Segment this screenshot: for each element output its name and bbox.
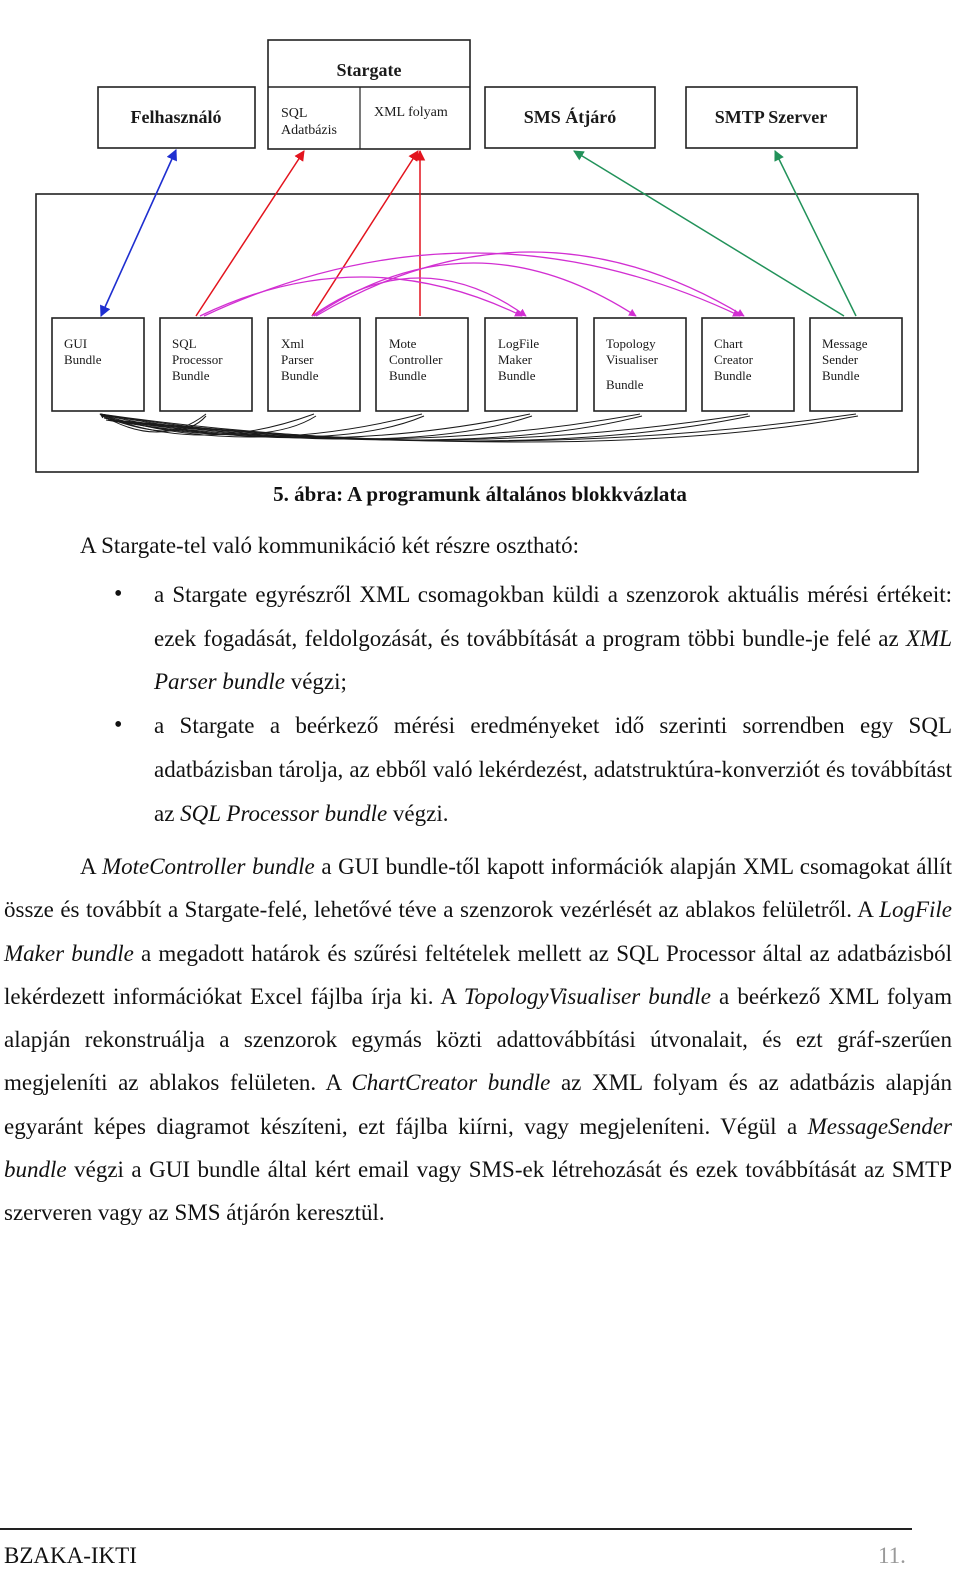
bundle-line1: Mote	[389, 336, 417, 351]
bundle-line1: GUI	[64, 336, 88, 351]
bundle-line2: Controller	[389, 352, 443, 367]
green-arrow-sms	[574, 151, 844, 316]
xml-parser-bundle-box	[268, 318, 360, 411]
footer-rule	[0, 1528, 912, 1530]
bundle-line1: Message	[822, 336, 868, 351]
red-arrow-sql	[196, 151, 304, 316]
sql-processor-bundle-box	[160, 318, 252, 411]
green-arrow-smtp	[775, 151, 856, 316]
bundle-line3: Bundle	[714, 368, 752, 383]
intro-sentence: A Stargate-tel való kommunikáció két részre osztható:	[80, 533, 580, 558]
sms-atjaro-label: SMS Átjáró	[523, 107, 617, 127]
bundle-line2: Sender	[822, 352, 859, 367]
bullet-list	[0, 573, 960, 835]
page-number: 11.	[878, 1543, 906, 1568]
footer-label: BZAKA-IKTI	[4, 1543, 137, 1568]
block-diagram	[0, 0, 960, 480]
message-sender-bundle-box	[810, 318, 902, 411]
bundle-line3: Bundle	[498, 368, 536, 383]
bundle-line3: Bundle	[606, 377, 644, 392]
stargate-title: Stargate	[336, 60, 402, 80]
figure-caption: 5. ábra: A programunk általános blokkvázlata	[273, 482, 687, 506]
magenta-arcs	[200, 252, 744, 316]
bullet-item-xml-parser: • a Stargate egyrészről XML csomagokban küldi a szenzorok aktuális mérési értékeit: ezek fogadását, feldolgozását, és továbbítását a program többi bundle-je felé az XML Parser bundle végzi;	[0, 573, 960, 704]
bundle-line1: Topology	[606, 336, 656, 351]
bundle-line3: Bundle	[281, 368, 319, 383]
bundle-line2: Bundle	[64, 352, 102, 367]
felhasznalo-box	[98, 87, 255, 148]
bullet-item-sql-processor: • a Stargate a beérkező mérési eredményeket idő szerinti sorrendben egy SQL adatbázisban tárolja, az ebből való lekérdezést, adatstruktúra-konverziót és továbbítást az SQL Processor bundle végzi.	[0, 704, 960, 835]
bundle-line1: SQL	[172, 336, 197, 351]
bundle-line3: Bundle	[172, 368, 210, 383]
black-bottom-links	[100, 414, 858, 442]
smtp-szerver-label: SMTP Szerver	[714, 107, 828, 127]
topology-visualiser-bundle-box	[594, 318, 686, 411]
stargate-box	[268, 40, 470, 149]
smtp-szerver-box	[686, 87, 857, 148]
body-paragraph: A MoteController bundle a GUI bundle-től kapott információk alapján XML csomagokat állít össze és továbbít a Stargate-felé, lehetővé téve a szenzorok vezérlését az ablakos felületről. A LogFile Maker bundle a megadott határok és szűrési feltételek mellett az SQL Processor által az adatbázisból lekérdezett információkat Excel fájlba írja ki. A TopologyVisualiser bundle a beérkező XML folyam alapján rekonstruálja a szenzorok egymás közti adattovábbítási útvonalait, és ezt gráf-szerűen megjeleníti az ablakos felületen. A ChartCreator bundle az XML folyam és az adatbázis alapján egyaránt képes diagramot készíteni, ezt fájlba kiírni, vagy megjeleníteni. Végül a MessageSender bundle végzi a GUI bundle által kért email vagy SMS-ek létrehozását és ezek továbbítását az SMTP szerveren vagy az SMS átjárón keresztül.	[4, 854, 953, 1226]
stargate-sql-label: SQL	[281, 106, 308, 121]
bundle-line2: Processor	[172, 352, 223, 367]
logfile-maker-bundle-box	[485, 318, 577, 411]
bundle-line2: Visualiser	[606, 352, 658, 367]
mote-controller-bundle-box	[376, 318, 468, 411]
chart-creator-bundle-box	[702, 318, 794, 411]
bundle-line1: Chart	[714, 336, 743, 351]
bundle-line1: Xml	[281, 336, 305, 351]
red-arrow-xml-parser	[312, 151, 418, 316]
gui-bundle-box	[52, 318, 144, 411]
felhasznalo-label: Felhasználó	[130, 107, 222, 127]
sms-atjaro-box	[485, 87, 655, 148]
bundle-line2: Creator	[714, 352, 753, 367]
bundle-line3: Bundle	[822, 368, 860, 383]
stargate-xml-folyam-label: XML folyam	[374, 105, 448, 120]
bundle-line2: Maker	[498, 352, 532, 367]
bundle-line1: LogFile	[498, 336, 540, 351]
blue-arrow	[101, 150, 176, 316]
bundle-line3: Bundle	[389, 368, 427, 383]
bundle-line2: Parser	[281, 352, 314, 367]
stargate-adatbazis-label: Adatbázis	[281, 123, 337, 138]
